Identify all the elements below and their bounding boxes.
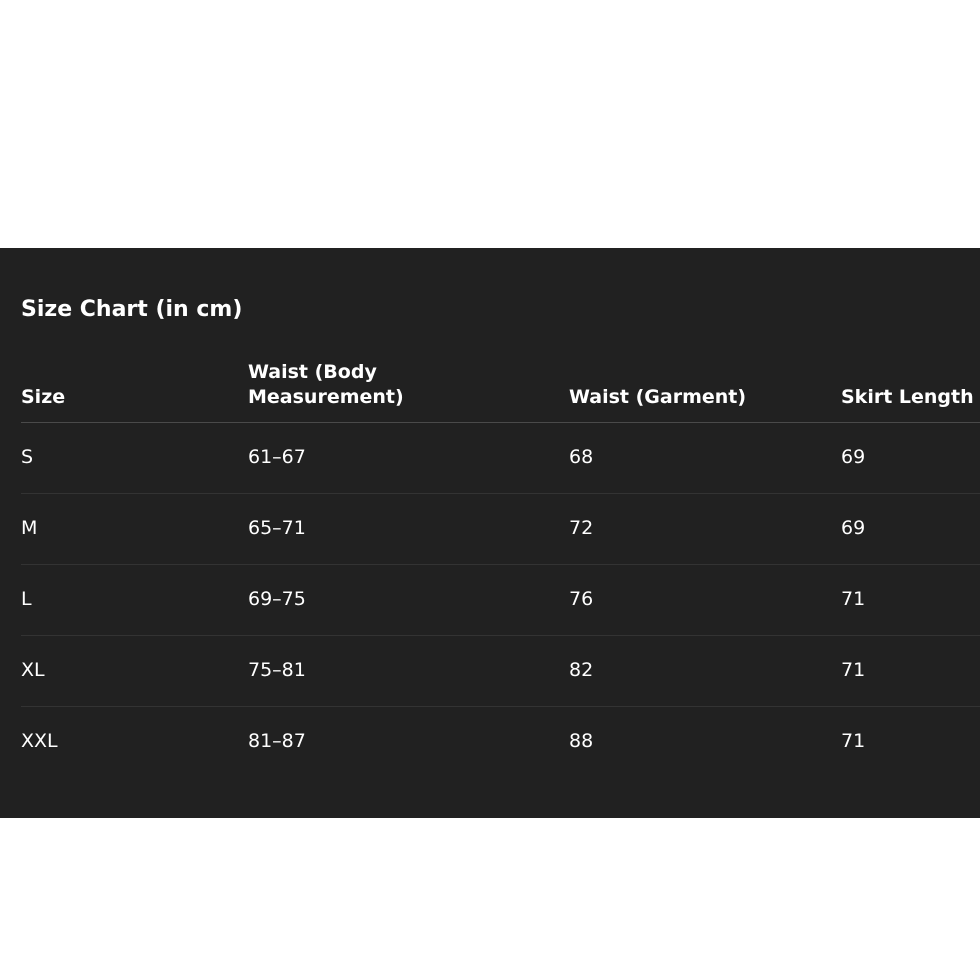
table-row (21, 706, 980, 777)
cell-waist-garment: 68 (569, 446, 594, 468)
cell-skirt-length: 71 (841, 588, 866, 610)
cell-waist-garment: 82 (569, 659, 594, 681)
cell-size: XL (21, 659, 45, 681)
cell-skirt-length: 69 (841, 517, 866, 539)
header-waist-body-label: Waist (Body Measurement) (248, 360, 404, 408)
cell-size: M (21, 517, 38, 539)
cell-size: S (21, 446, 34, 468)
cell-waist-body: 65–71 (248, 517, 306, 539)
cell-size: L (21, 588, 32, 610)
cell-waist-body: 75–81 (248, 659, 306, 681)
cell-skirt-length: 69 (841, 446, 866, 468)
cell-skirt-length: 71 (841, 730, 866, 753)
cell-waist-garment: 76 (569, 588, 594, 610)
size-chart-title: Size Chart (in cm) (21, 297, 243, 322)
size-chart-table (21, 352, 980, 777)
table-row (21, 493, 980, 564)
cell-waist-body: 61–67 (248, 446, 306, 468)
header-waist-garment: Waist (Garment) (569, 385, 747, 408)
cell-skirt-length: 71 (841, 659, 866, 681)
table-row (21, 635, 980, 706)
table-row (21, 564, 980, 635)
header-size: Size (21, 385, 66, 408)
cell-waist-garment: 72 (569, 517, 594, 539)
cell-waist-body: 81–87 (248, 730, 306, 753)
table-row (21, 422, 980, 493)
cell-waist-body: 69–75 (248, 588, 306, 610)
table-header-row (21, 352, 980, 422)
cell-waist-garment: 88 (569, 730, 594, 753)
cell-size: XXL (21, 730, 58, 753)
header-skirt-length: Skirt Length (841, 385, 974, 408)
header-waist-body (248, 352, 569, 422)
